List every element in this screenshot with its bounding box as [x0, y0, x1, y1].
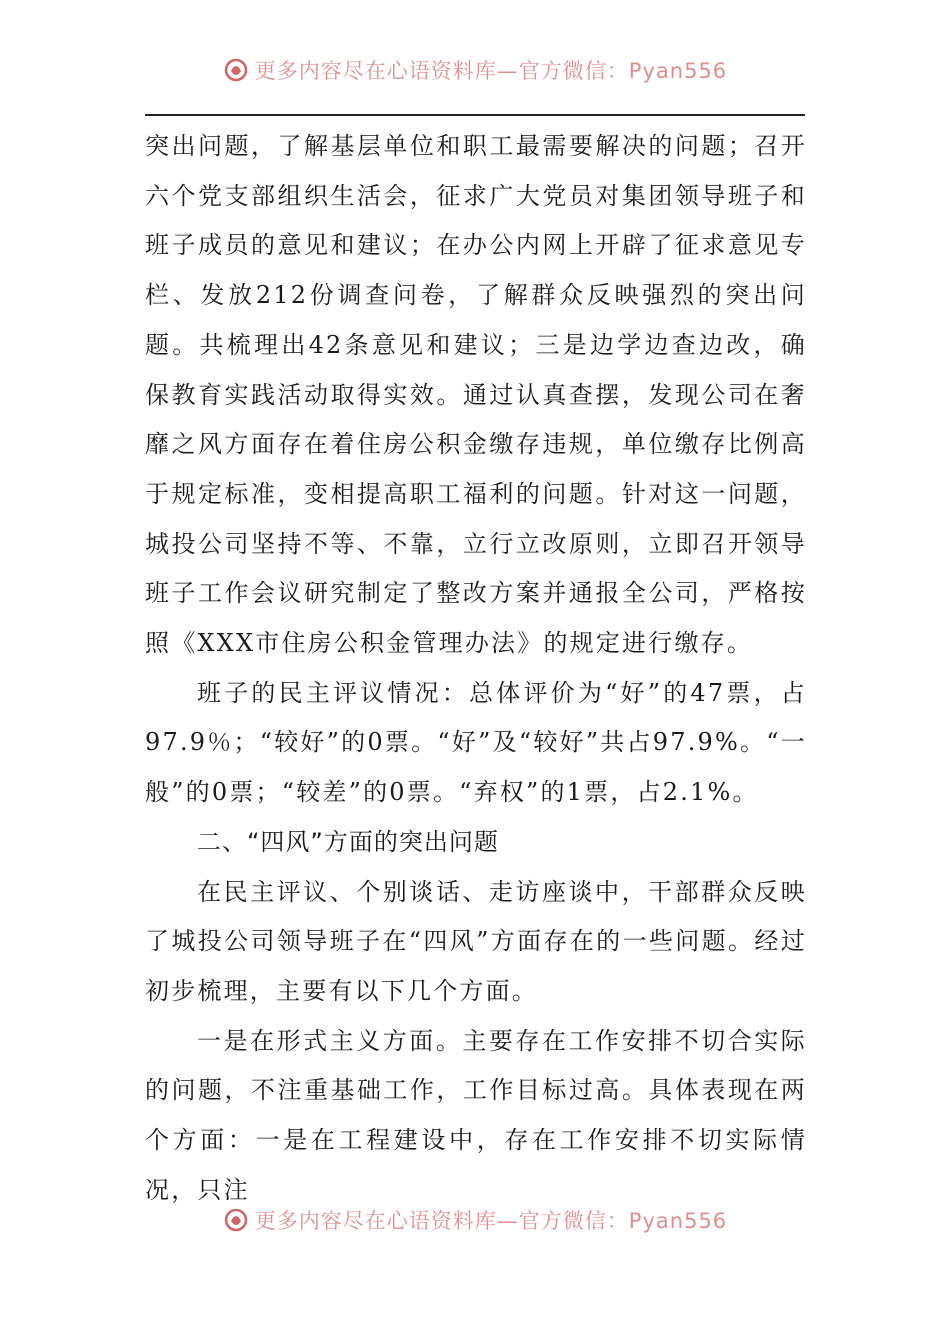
logo-icon [223, 57, 249, 83]
paragraph-1: 突出问题，了解基层单位和职工最需要解决的问题；召开六个党支部组织生活会，征求广大党员对集团领导班子和班子成员的意见和建议；在办公内网上开辟了征求意见专栏、发放212份调查问卷，了解群众反映强烈的突出问题。共梳理出42条意见和建议；三是边学边查边改，确保教育实践活动取得实效。通过认真查摆，发现公司在奢靡之风方面存在着住房公积金缴存违规，单位缴存比例高于规定标准，变相提高职工福利的问题。针对这一问题，城投公司坚持不等、不靠，立行立改原则，立即召开领导班子工作会议研究制定了整改方案并通报全公司，严格按照《XXX市住房公积金管理办法》的规定进行缴存。 [145, 132, 807, 658]
section-heading: 二、“四风”方面的突出问题 [197, 827, 499, 856]
document-body [145, 122, 807, 1212]
header-rule [145, 114, 805, 116]
watermark-text: 更多内容尽在心语资料库—官方微信：Pyan556 [254, 59, 728, 83]
paragraph-2: 班子的民主评议情况：总体评价为“好”的47票，占97.9％；“较好”的0票。“好”及“较好”共占97.9%。“一般”的0票；“较差”的0票。“弃权”的1票，占2.1%。 [145, 678, 807, 807]
watermark-text: 更多内容尽在心语资料库—官方微信：Pyan556 [254, 1209, 728, 1233]
watermark-footer [0, 1200, 950, 1240]
watermark-header [0, 50, 950, 90]
logo-icon [223, 1207, 249, 1233]
paragraph-4: 一是在形式主义方面。主要存在工作安排不切合实际的问题，不注重基础工作，工作目标过高。具体表现在两个方面：一是在工程建设中，存在工作安排不切实际情况，只注 [145, 1026, 807, 1204]
paragraph-3: 在民主评议、个别谈话、走访座谈中，干部群众反映了城投公司领导班子在“四风”方面存在的一些问题。经过初步梳理，主要有以下几个方面。 [145, 877, 807, 1005]
